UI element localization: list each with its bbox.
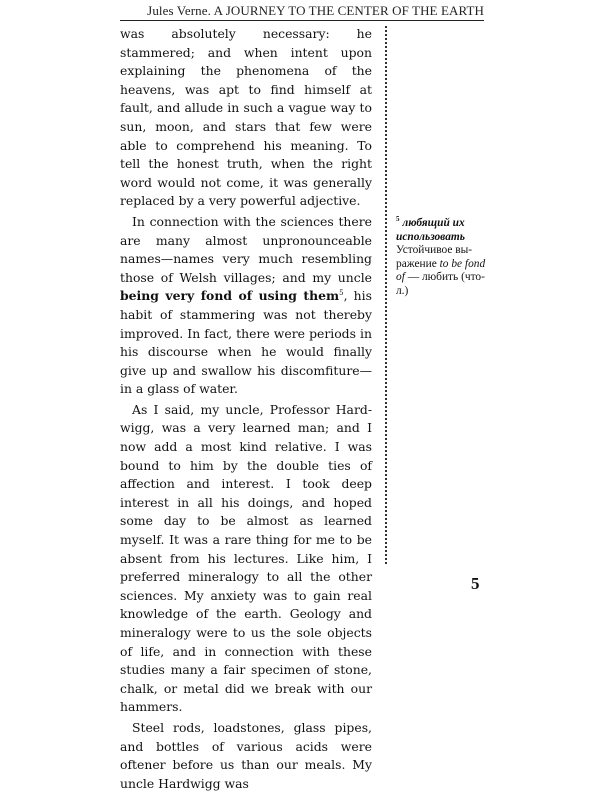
header-rule [120,20,484,21]
page-number: 5 [471,574,480,593]
footnote-gloss-start: Устойчивое выражение [396,244,473,270]
footnote-gloss-phrase: to be fond of [396,257,486,284]
margin-footnote [396,217,486,299]
paragraph-1: was absolutely necessary: he stammered; and when intent upon explaining the phenomena of the heavens, was apt to find himself at fault, and allude in such a vague way to sun, moon, and stars that few were able to comprehend his meaning. To tell the honest truth, when the right word would not come, it was generally replaced by a very powerful adjective. [120,26,372,209]
paragraph-2-start: In connection with the sciences there are many almost unpronounceable names—names very much resembling those of Welsh villages; and my uncle [120,213,372,285]
running-head: Jules Verne. A JOURNEY TO THE CENTER OF THE EARTH [147,3,484,18]
footnote-term-text: любящий их использовать [396,217,465,243]
paragraph-2-end: , his habit of stammering was not thereby improved. In fact, there were periods in his discourse when he would finally give up and swallow his discomfiture—in a glass of water. [120,288,372,397]
footnote-reference: 5 [339,289,344,298]
footnote-gloss-end: — любить (что-л.) [396,271,485,297]
footnote-term [396,217,486,244]
footnote-gloss [396,244,486,298]
glossed-phrase: being very fond of using them [120,288,340,304]
footnote-marker: 5 [396,215,400,224]
margin-divider [385,26,387,564]
paragraph-4: Steel rods, loadstones, glass pipes, and bottles of various acids were oftener before us than our meals. My uncle Hardwigg was [120,719,372,791]
paragraph-3: As I said, my uncle, Professor Hardwigg, was a very learned man; and I now add a most kind relative. I was bound to him by the double ties of affection and interest. I took deep interest in all his doings, and hoped some day to be almost as learned myself. It was a rare thing for me to be absent from his lectures. Like him, I preferred mineralogy to all the other sciences. My anxiety was to gain real knowledge of the earth. Geology and mineralogy were to us the sole objects of life, and in connection with these studies many a fair specimen of stone, chalk, or metal did we break with our hammers. [120,401,372,715]
paragraph-2 [120,213,372,399]
main-text-column [120,25,372,795]
